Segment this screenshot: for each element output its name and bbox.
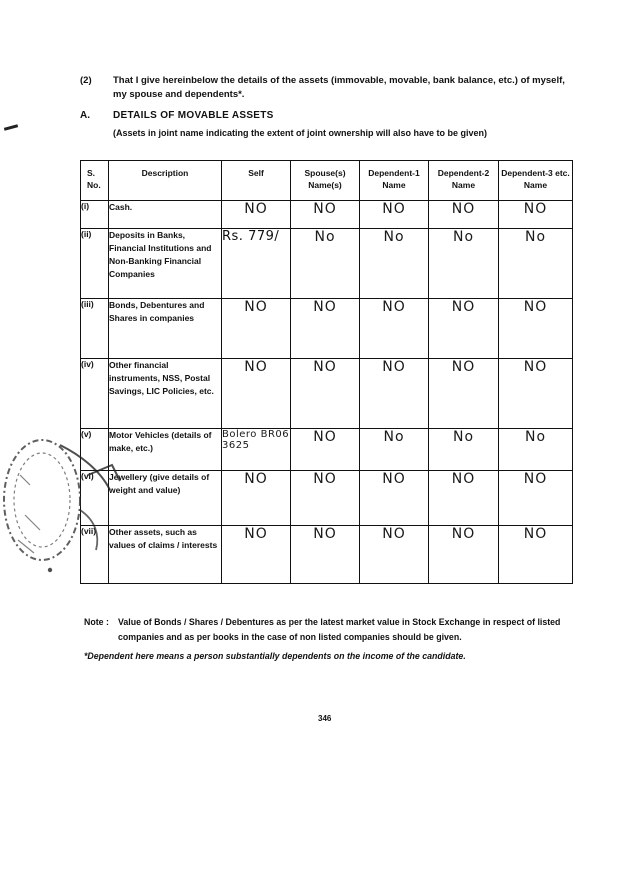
row-spouse-value: NO (291, 299, 360, 359)
row-dependent-2-value: No (429, 429, 499, 471)
section-title: DETAILS OF MOVABLE ASSETS (113, 110, 274, 121)
table-row (81, 201, 573, 229)
row-dependent-2-value: No (429, 229, 499, 299)
table-row (81, 471, 573, 526)
margin-mark (4, 124, 18, 131)
row-sn: (iii) (81, 299, 109, 359)
row-description: Other financial instruments, NSS, Postal Savings, LIC Policies, etc. (109, 359, 222, 429)
row-self-value: NO (222, 471, 291, 526)
table-row (81, 229, 573, 299)
header-self: Self (222, 161, 291, 201)
row-spouse-value: NO (291, 526, 360, 584)
valuation-note (84, 615, 584, 645)
table-row (81, 299, 573, 359)
table-row (81, 526, 573, 584)
row-dependent-3-value: NO (499, 471, 573, 526)
row-description: Other assets, such as values of claims / interests (109, 526, 222, 584)
dependent-definition-note: *Dependent here means a person substantially dependents on the income of the candidate. (84, 651, 466, 661)
row-spouse-value: NO (291, 359, 360, 429)
row-description: Bonds, Debentures and Shares in companies (109, 299, 222, 359)
row-dependent-1-value: NO (360, 471, 429, 526)
row-dependent-3-value: No (499, 229, 573, 299)
row-spouse-value: NO (291, 429, 360, 471)
row-dependent-2-value: NO (429, 299, 499, 359)
page-number: 346 (318, 714, 332, 723)
row-dependent-2-value: NO (429, 201, 499, 229)
row-dependent-3-value: No (499, 429, 573, 471)
row-sn: (v) (81, 429, 109, 471)
row-dependent-1-value: NO (360, 526, 429, 584)
row-description: Motor Vehicles (details of make, etc.) (109, 429, 222, 471)
row-sn: (i) (81, 201, 109, 229)
row-dependent-1-value: No (360, 229, 429, 299)
header-dependent-3: Dependent-3 etc. Name (499, 161, 573, 201)
row-sn: (ii) (81, 229, 109, 299)
row-self-value: Bolero BR06 3625 (222, 429, 291, 471)
row-spouse-value: NO (291, 201, 360, 229)
header-spouse: Spouse(s) Name(s) (291, 161, 360, 201)
row-description: Jewellery (give details of weight and value) (109, 471, 222, 526)
row-self-value: NO (222, 359, 291, 429)
row-description: Deposits in Banks, Financial Institutions and Non-Banking Financial Companies (109, 229, 222, 299)
row-dependent-2-value: NO (429, 526, 499, 584)
row-dependent-1-value: No (360, 429, 429, 471)
row-self-value: Rs. 779/ (222, 229, 291, 299)
row-spouse-value: NO (291, 471, 360, 526)
row-dependent-1-value: NO (360, 359, 429, 429)
row-self-value: NO (222, 526, 291, 584)
intro-number: (2) (80, 75, 92, 86)
row-sn: (vi) (81, 471, 109, 526)
note-label: Note : (84, 617, 109, 627)
intro-paragraph (80, 74, 580, 102)
movable-assets-table (80, 160, 573, 584)
row-self-value: NO (222, 299, 291, 359)
table-row (81, 359, 573, 429)
row-dependent-3-value: NO (499, 359, 573, 429)
row-dependent-3-value: NO (499, 201, 573, 229)
row-spouse-value: No (291, 229, 360, 299)
row-dependent-2-value: NO (429, 359, 499, 429)
row-dependent-3-value: NO (499, 526, 573, 584)
row-description: Cash. (109, 201, 222, 229)
header-dependent-2: Dependent-2 Name (429, 161, 499, 201)
row-self-value: NO (222, 201, 291, 229)
section-note: (Assets in joint name indicating the extent of joint ownership will also have to be given) (113, 128, 488, 138)
note-text: Value of Bonds / Shares / Debentures as per the latest market value in Stock Exchange in respect of listed companies and as per books in the case of non listed companies should be given. (118, 617, 561, 642)
row-dependent-1-value: NO (360, 299, 429, 359)
table-header-row (81, 161, 573, 201)
row-sn: (iv) (81, 359, 109, 429)
table-row (81, 429, 573, 471)
section-letter: A. (80, 110, 90, 121)
row-dependent-2-value: NO (429, 471, 499, 526)
row-sn: (vii) (81, 526, 109, 584)
intro-text: That I give hereinbelow the details of the assets (immovable, movable, bank balance, etc.) of myself, my spouse and dependents*. (113, 75, 565, 100)
header-dependent-1: Dependent-1 Name (360, 161, 429, 201)
header-sn: S. No. (81, 161, 109, 201)
row-dependent-3-value: NO (499, 299, 573, 359)
header-description: Description (109, 161, 222, 201)
row-dependent-1-value: NO (360, 201, 429, 229)
